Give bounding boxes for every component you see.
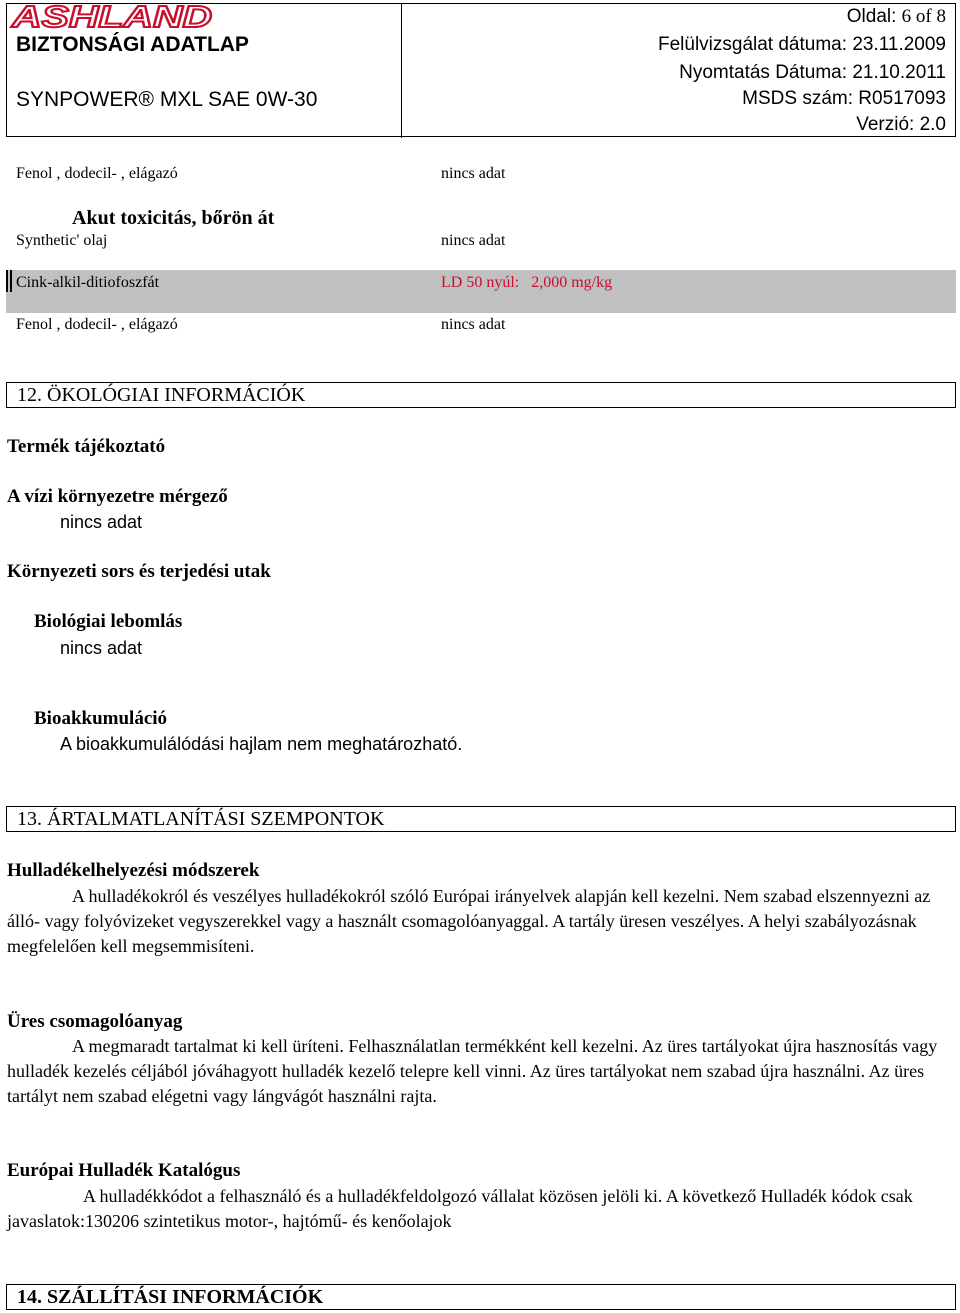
tox-row-value: nincs adat [441, 165, 506, 182]
revision-bar [6, 270, 8, 292]
bioaccumulation-value: A bioakkumulálódási hajlam nem meghatározható. [60, 734, 463, 754]
revision-value: 23.11.2009 [852, 34, 946, 55]
version-value: 2.0 [919, 114, 946, 135]
msds-number [742, 88, 946, 110]
acute-dermal-heading: Akut toxicitás, bőrön át [72, 207, 275, 229]
bioaccumulation-heading: Bioakkumuláció [34, 708, 168, 729]
tox-row-value: LD 50 nyúl: 2,000 mg/kg [441, 274, 613, 291]
waste-catalogue-heading: Európai Hulladék Katalógus [7, 1160, 241, 1181]
revision-label: Felülvizsgálat dátuma: [657, 34, 848, 55]
tox-row-name: Fenol , dodecil- , elágazó [16, 165, 178, 182]
page-label: Oldal: [846, 6, 897, 27]
print-label: Nyomtatás Dátuma: [679, 62, 848, 83]
version [856, 114, 946, 136]
product-name: SYNPOWER® MXL SAE 0W-30 [16, 88, 318, 111]
biodegradation-heading: Biológiai lebomlás [34, 611, 183, 632]
print-date [679, 62, 946, 84]
empty-packaging-heading: Üres csomagolóanyag [7, 1011, 183, 1032]
section-14-header [6, 1284, 956, 1310]
waste-catalogue-text: A hulladékkódot a felhasználó és a hulladékfeldolgozó vállalat közösen jelöli ki. A következő Hulladék kódok csak javaslatok:130206 szintetikus motor-, hajtómű- és kenőolajok [7, 1186, 913, 1231]
tox-row-name: Fenol , dodecil- , elágazó [16, 316, 178, 333]
aquatic-toxicity-value: nincs adat [60, 512, 143, 532]
tox-row-value: nincs adat [441, 232, 506, 249]
section-14-title: 14. SZÁLLÍTÁSI INFORMÁCIÓK [17, 1286, 324, 1308]
print-value: 21.10.2011 [852, 62, 946, 83]
header-divider [401, 4, 402, 138]
msds-label: MSDS szám: [742, 88, 854, 109]
section-12-title: 12. ÖKOLÓGIAI INFORMÁCIÓK [17, 384, 306, 406]
empty-packaging-text: A megmaradt tartalmat ki kell üríteni. Felhasználatlan termékként kell kezelni. Az üres tartályokat újra hasznosítás vagy hulladék kezelés céljából jóváhagyott hulladék kezelő telepre kell vinni. Az üres tartályokat nem szabad újra használni. Az üres tartályt nem szabad elégetni vagy lángvágót használni rajta. [7, 1036, 938, 1106]
revision-date [658, 34, 946, 56]
document-type: BIZTONSÁGI ADATLAP [16, 33, 249, 56]
tox-row-value: nincs adat [441, 316, 506, 333]
biodegradation-value: nincs adat [60, 638, 143, 658]
tox-row-name: Cink-alkil-ditiofoszfát [16, 274, 160, 291]
section-13-header [6, 806, 956, 832]
section-12-header [6, 382, 956, 408]
page-number [847, 6, 946, 28]
disposal-methods-text: A hulladékokról és veszélyes hulladékokról szóló Európai irányelvek alapján kell kezelni. Nem szabad elszennyezni az álló- vagy folyóvizeket vegyszerekkel vagy a használt csomagolóanyaggal. A tartály üresen veszélyes. A helyi szabályozásnak megfelelően kell megsemmisíteni. [7, 886, 931, 956]
product-info-heading: Termék tájékoztató [7, 436, 166, 457]
tox-row-name: Synthetic' olaj [16, 232, 108, 249]
section-13-title: 13. ÁRTALMATLANÍTÁSI SZEMPONTOK [17, 808, 385, 830]
environmental-fate-heading: Környezeti sors és terjedési utak [7, 561, 271, 582]
aquatic-toxicity-heading: A vízi környezetre mérgező [7, 486, 228, 507]
version-label: Verzió: [856, 114, 915, 135]
page-value: 6 of 8 [901, 6, 946, 27]
msds-value: R0517093 [858, 88, 946, 109]
revision-bar [10, 270, 12, 292]
disposal-methods-heading: Hulladékelhelyezési módszerek [7, 860, 260, 881]
ashland-logo: ASHLAND [12, 0, 213, 34]
